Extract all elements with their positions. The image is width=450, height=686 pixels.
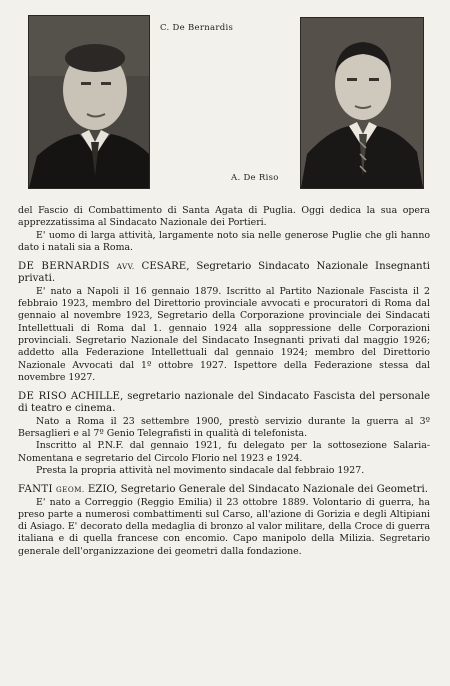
entry-surname: DE RISO: [18, 391, 67, 403]
entry-given-name: ACHILLE,: [70, 391, 124, 403]
entry-body-de-riso-2: Inscritto al P.N.F. dal gennaio 1921, fu delegato per la sottosezione Salaria-Nomentana e segretario del Circolo Florio nel 1923 e 1924.: [18, 440, 430, 464]
entry-title-abbrev: AVV.: [116, 262, 135, 272]
entry-title-abbrev: GEOM.: [56, 485, 85, 495]
biography-text: [18, 205, 430, 558]
intro-paragraph-2: E' uomo di larga attività, largamente noto sia nelle generose Puglie che gli hanno dato i natali sia a Roma.: [18, 229, 430, 253]
entry-heading-de-bernardis: [18, 261, 430, 286]
entry-role: Segretario Generale del Sindacato Nazionale dei Geometri.: [120, 484, 429, 496]
entry-surname: DE BERNARDIS: [18, 261, 110, 273]
entry-role: segretario nazionale del Sindacato Fascista del personale di teatro e cinema.: [18, 391, 430, 415]
intro-paragraph-1: del Fascio di Combattimento di Santa Agata di Puglia. Oggi dedica la sua opera apprezzatissima al Sindacato Nazionale dei Portieri.: [18, 205, 430, 229]
entry-body-fanti: E' nato a Correggio (Reggio Emilia) il 23 ottobre 1889. Volontario di guerra, ha preso parte a numerosi combattimenti sul Carso, all'azione di Gorizia e degli Altipiani di Asiago. E' decorato della medaglia di bronzo al valor militare, della Croce di guerra italiana e di quella francese con encomio. Capo manipolo della Milizia. Segretario generale dell'organizzazione dei geometri dalla fondazione.: [18, 496, 430, 557]
portrait-photo-de-bernardis: [28, 15, 150, 189]
entry-body-de-riso-1: Nato a Roma il 23 settembre 1900, prestò servizio durante la guerra al 3º Bersaglieri e al 7º Genio Telegrafisti in qualità di telefonista.: [18, 415, 430, 440]
portrait-photo-de-riso: [300, 17, 424, 189]
entry-heading-de-riso: [18, 391, 430, 416]
entry-given-name: CESARE,: [141, 261, 190, 273]
entry-body-de-riso-3: Presta la propria attività nel movimento sindacale dal febbraio 1927.: [36, 464, 365, 476]
entry-body-de-bernardis: E' nato a Napoli il 16 gennaio 1879. Iscritto al Partito Nazionale Fascista il 2 febbraio 1923, membro del Direttorio provinciale avvocati e procuratori di Roma dal gennaio al novembre 1923, Segretario della Corporazione provinciale dei Sindacati Intellettuali di Roma dal 1. gennaio 1924 alla soppressione delle Corporazioni provinciali. Segretario Nazionale del Sindacato Insegnanti privati dal maggio 1926; addetto alla Federazione Intellettuali dal gennaio 1924; membro del Direttorio Nazionale Avvocati dal 1º ottobre 1927. Ispettore della Federazione stessa dal novembre 1927.: [18, 285, 430, 383]
entry-role: Segretario Sindacato Nazionale Insegnanti privati.: [18, 261, 430, 285]
entry-given-name: EZIO,: [87, 484, 118, 496]
entry-heading-fanti: [18, 484, 430, 496]
entry-surname: FANTI: [18, 484, 53, 496]
caption-de-riso: A. De Riso: [231, 173, 279, 183]
caption-de-bernardis: C. De Bernardis: [160, 23, 234, 33]
